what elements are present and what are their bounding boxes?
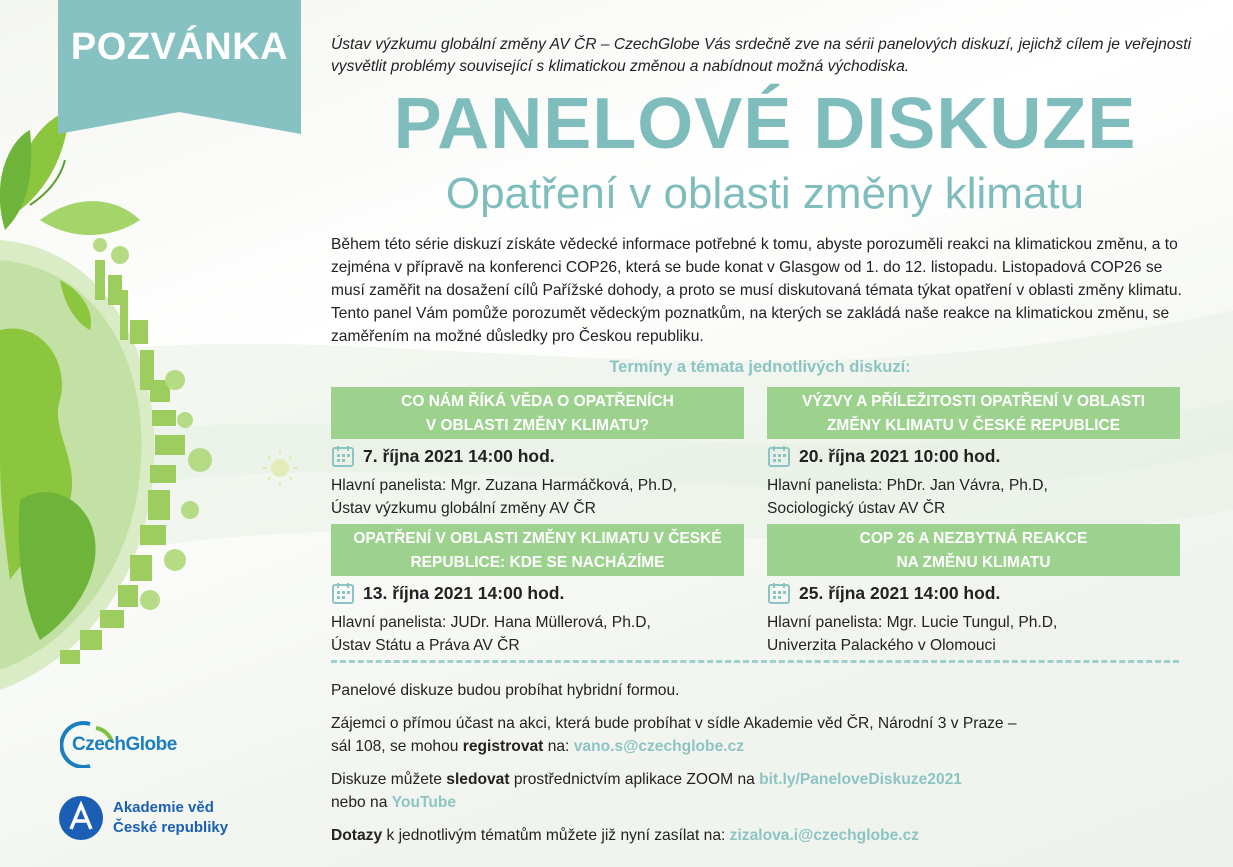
- academy-logo-line: Akademie věd: [113, 799, 214, 816]
- page-subtitle: Opatření v oblasti změny klimatu: [445, 169, 1085, 218]
- panelist-name: Hlavní panelista: PhDr. Jan Vávra, Ph.D,: [767, 477, 1048, 494]
- panel-date-text: 13. října 2021 14:00 hod.: [363, 582, 565, 603]
- panel-3-heading: [331, 524, 744, 576]
- panel-heading-line: OPATŘENÍ V OBLASTI ZMĚNY KLIMATU V ČESKÉ: [353, 530, 722, 547]
- youtube-link[interactable]: YouTube: [391, 794, 457, 811]
- questions-bold: Dotazy: [331, 827, 383, 844]
- panelist-name: Hlavní panelista: Mgr. Lucie Tungul, Ph.D,: [767, 614, 1058, 631]
- page-title: PANELOVÉ DISKUZE: [393, 84, 1137, 164]
- questions-text: k jednotlivým tématům můžete již nyní zasílat na:: [382, 827, 730, 844]
- panel-1-heading: [331, 387, 744, 439]
- panel-3-date: [331, 580, 744, 606]
- footer-questions: [331, 824, 1191, 847]
- intro-text: Ústav výzkumu globální změny AV ČR – CzechGlobe Vás srdečně zve na sérii panelových diskuzí, jejichž cílem je veřejnosti vysvětlit problémy související s klimatickou změnou a nabídnout možná východiska.: [331, 36, 1192, 75]
- registration-bold: registrovat: [462, 738, 544, 755]
- panelist-institution: Ústav Státu a Práva AV ČR: [331, 637, 520, 654]
- registration-text: na:: [543, 738, 574, 755]
- footer-info: [331, 679, 1191, 857]
- panel-4: [767, 524, 1180, 657]
- panel-heading-line: COP 26 A NEZBYTNÁ REAKCE: [859, 530, 1088, 547]
- streaming-bold: sledovat: [446, 771, 510, 788]
- panel-date-text: 7. října 2021 14:00 hod.: [363, 445, 555, 466]
- streaming-text: prostřednictvím aplikace ZOOM na: [509, 771, 760, 788]
- panel-heading-line: REPUBLICE: KDE SE NACHÁZÍME: [410, 554, 665, 571]
- academy-logo: [58, 795, 258, 845]
- panelist-institution: Sociologický ústav AV ČR: [767, 500, 946, 517]
- panel-heading-line: ZMĚNY KLIMATU V ČESKÉ REPUBLICE: [826, 417, 1121, 434]
- academy-logo-line: České republiky: [113, 819, 229, 836]
- panel-2-date: [767, 443, 1180, 469]
- registration-text: sál 108, se mohou: [331, 738, 463, 755]
- panel-heading-line: VÝZVY A PŘÍLEŽITOSTI OPATŘENÍ V OBLASTI: [801, 393, 1146, 410]
- panel-1: [331, 387, 744, 520]
- footer-hybrid-note: Panelové diskuze budou probíhat hybridní formou.: [331, 682, 680, 699]
- panel-3-panelist: [331, 611, 744, 657]
- panel-2-panelist: [767, 474, 1180, 520]
- panelist-name: Hlavní panelista: Mgr. Zuzana Harmáčková, Ph.D,: [331, 477, 677, 494]
- calendar-icon: [331, 581, 355, 605]
- panel-4-heading: [767, 524, 1180, 576]
- panel-4-panelist: [767, 611, 1180, 657]
- registration-email-link[interactable]: vano.s@czechglobe.cz: [573, 738, 745, 755]
- body-text: Během této série diskuzí získáte vědecké informace potřebné k tomu, abyste porozuměli reakci na klimatickou změnu, a to zejména v přípravě na konferenci COP26, která se bude konat v Glasgow od 1. do 12. listopadu. Listopadová COP26 se musí zaměřit na dosažení cílů Pařížské dohody, a proto se musí diskutovaná témata týkat opatření v oblasti změny klimatu. Tento panel Vám pomůže porozumět vědeckým poznatkům, na kterých se zakládá naše reakce na klimatickou změnu, se zaměřením na možné důsledky pro Českou republiku.: [331, 236, 1182, 345]
- czechglobe-logo-text: CzechGlobe: [72, 734, 177, 755]
- footer-streaming: [331, 768, 1191, 814]
- banner-label: POZVÁNKA: [70, 26, 289, 68]
- panel-4-date: [767, 580, 1180, 606]
- panelist-name: Hlavní panelista: JUDr. Hana Müllerová, Ph.D,: [331, 614, 651, 631]
- panel-date-text: 20. října 2021 10:00 hod.: [799, 445, 1001, 466]
- panel-1-panelist: [331, 474, 744, 520]
- academy-logo-text: [113, 798, 228, 838]
- streaming-text: Diskuze můžete: [331, 771, 447, 788]
- green-globe-illustration: [0, 80, 330, 700]
- panel-heading-line: CO NÁM ŘÍKÁ VĚDA O OPATŘENÍCH: [401, 393, 674, 410]
- footer-registration: [331, 712, 1191, 758]
- panel-3: [331, 524, 744, 657]
- panel-1-date: [331, 443, 744, 469]
- panelist-institution: Univerzita Palackého v Olomouci: [767, 637, 996, 654]
- section-title: Termíny a témata jednotlivých diskuzí:: [609, 358, 911, 376]
- zoom-link[interactable]: bit.ly/PaneloveDiskuze2021: [759, 771, 962, 788]
- streaming-text: nebo na: [331, 794, 392, 811]
- czechglobe-logo: [60, 720, 200, 768]
- panelist-institution: Ústav výzkumu globální změny AV ČR: [331, 500, 596, 517]
- calendar-icon: [767, 444, 791, 468]
- panel-heading-line: V OBLASTI ZMĚNY KLIMATU?: [425, 417, 650, 434]
- calendar-icon: [331, 444, 355, 468]
- panel-date-text: 25. října 2021 14:00 hod.: [799, 582, 1001, 603]
- panel-heading-line: NA ZMĚNU KLIMATU: [896, 554, 1051, 571]
- panel-2: [767, 387, 1180, 520]
- academy-logo-mark: [58, 795, 104, 841]
- questions-email-link[interactable]: zizalova.i@czechglobe.cz: [729, 827, 920, 844]
- invitation-banner: [58, 0, 301, 134]
- calendar-icon: [767, 581, 791, 605]
- panel-2-heading: [767, 387, 1180, 439]
- dashed-divider: [331, 660, 1179, 663]
- registration-text: Zájemci o přímou účast na akci, která bude probíhat v sídle Akademie věd ČR, Národní 3 v Praze –: [331, 715, 1017, 732]
